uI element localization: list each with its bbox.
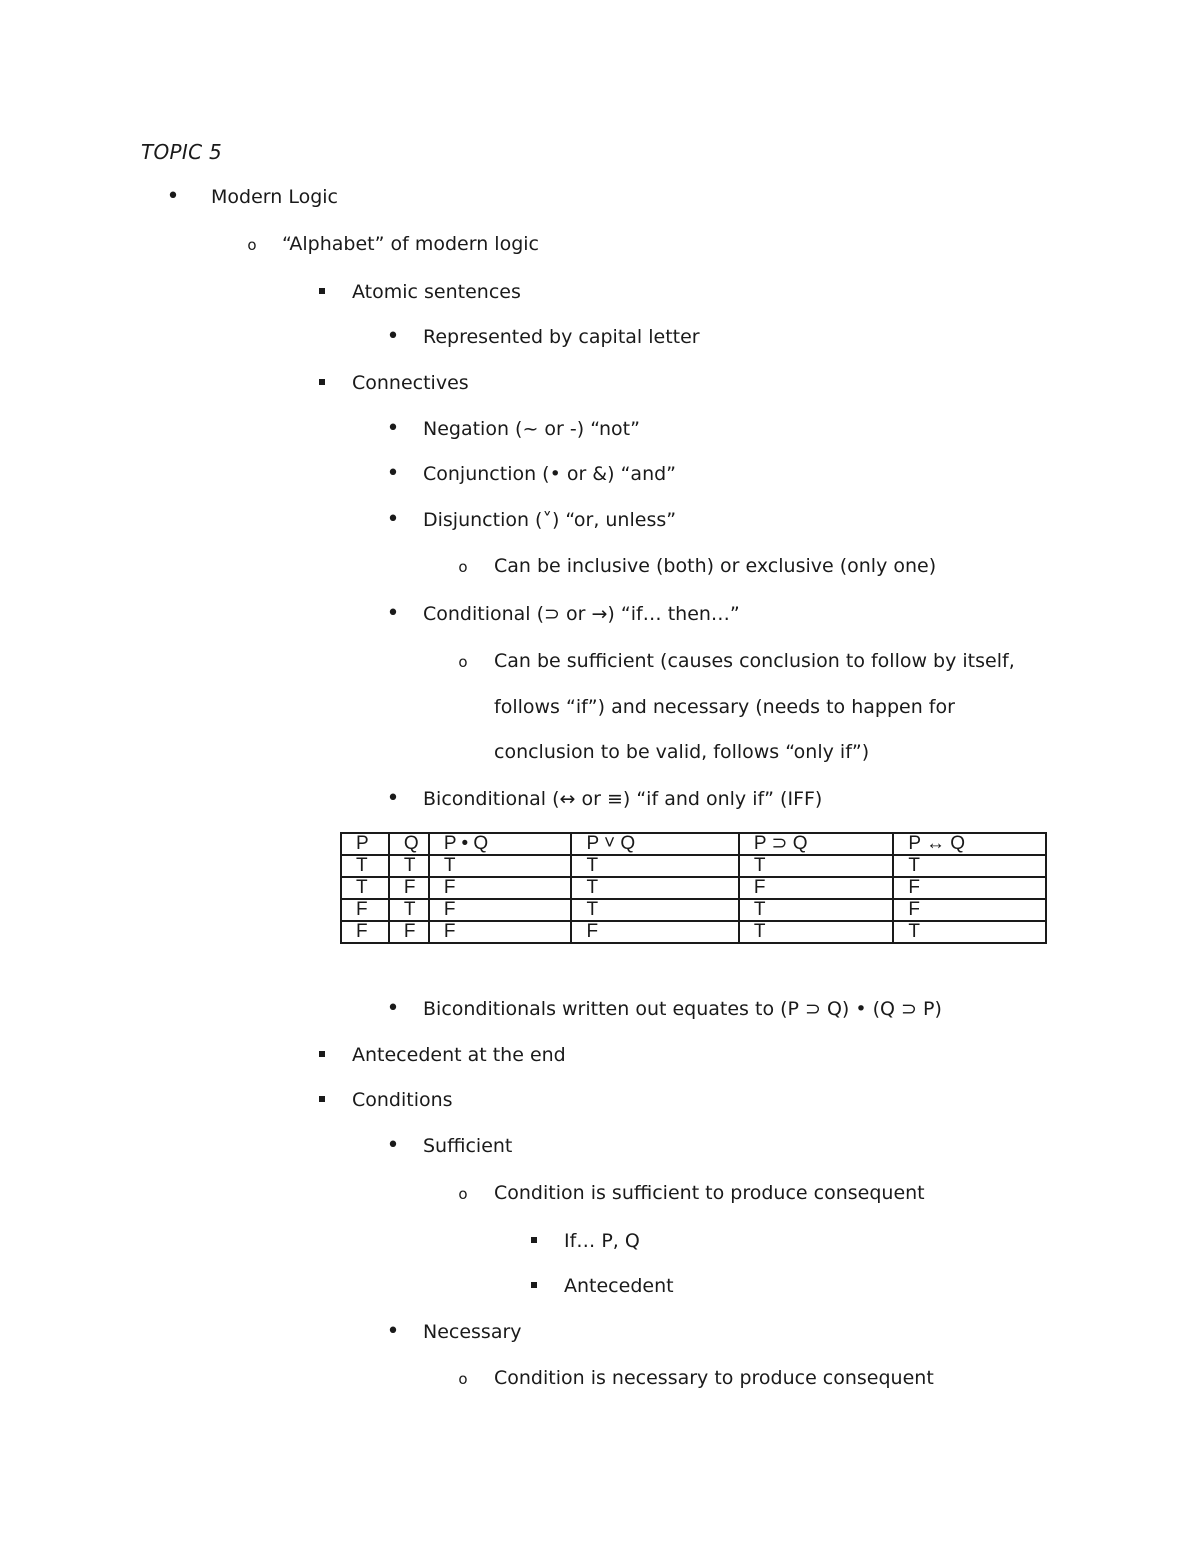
table-cell: T <box>341 855 389 877</box>
table-cell: T <box>571 899 738 921</box>
list-item: Biconditional (↔ or ≡) “if and only if” (IFF) <box>423 788 823 810</box>
table-cell: T <box>389 899 429 921</box>
list-item: Disjunction (˅) “or, unless” <box>423 509 677 531</box>
list-item: Necessary <box>423 1321 522 1343</box>
bullet-icon <box>383 997 403 1021</box>
table-cell: F <box>571 921 738 943</box>
list-item: Atomic sentences <box>352 281 521 303</box>
list-item: Conditional (⊃ or →) “if… then…” <box>423 603 740 625</box>
list-item: Condition is sufficient to produce consequent <box>494 1182 925 1204</box>
list-item: Conditions <box>352 1089 453 1111</box>
list-item: Condition is necessary to produce consequent <box>494 1367 934 1389</box>
table-cell: F <box>893 899 1046 921</box>
list-item: Modern Logic <box>211 186 338 208</box>
table-cell: T <box>571 877 738 899</box>
square-bullet-icon <box>312 1043 332 1067</box>
bullet-icon <box>383 1134 403 1158</box>
bullet-icon <box>383 602 403 626</box>
bullet-icon <box>383 508 403 532</box>
list-item: Represented by capital letter <box>423 326 700 348</box>
table-row <box>341 877 1046 899</box>
table-header-cell: P ⊃ Q <box>739 833 894 855</box>
list-item: Antecedent at the end <box>352 1044 566 1066</box>
bullet-icon <box>383 325 403 349</box>
table-cell: F <box>429 877 572 899</box>
square-bullet-icon <box>312 1088 332 1112</box>
list-item: Connectives <box>352 372 469 394</box>
bullet-icon <box>383 417 403 441</box>
circle-bullet-icon <box>242 232 262 257</box>
list-item: Negation (~ or -) “not” <box>423 418 640 440</box>
table-cell: T <box>893 921 1046 943</box>
square-bullet-icon <box>312 371 332 395</box>
table-cell: F <box>739 877 894 899</box>
table-row <box>341 921 1046 943</box>
table-cell: T <box>389 855 429 877</box>
square-bullet-icon <box>524 1274 544 1298</box>
list-item-continuation: follows “if”) and necessary (needs to happen for <box>494 696 955 718</box>
table-cell: T <box>429 855 572 877</box>
circle-bullet-icon <box>453 1366 473 1391</box>
table-cell: F <box>389 877 429 899</box>
truth-table <box>340 832 1047 944</box>
table-header-cell: P • Q <box>429 833 572 855</box>
table-header-cell: P ↔ Q <box>893 833 1046 855</box>
bullet-icon <box>383 462 403 486</box>
table-cell: F <box>341 899 389 921</box>
table-cell: F <box>429 899 572 921</box>
table-cell: T <box>739 899 894 921</box>
list-item: If… P, Q <box>564 1230 640 1252</box>
table-cell: T <box>571 855 738 877</box>
table-header-cell: Q <box>389 833 429 855</box>
table-row <box>341 855 1046 877</box>
square-bullet-icon <box>524 1229 544 1253</box>
bullet-icon <box>163 185 183 209</box>
list-item: Can be inclusive (both) or exclusive (only one) <box>494 555 937 577</box>
square-bullet-icon <box>312 280 332 304</box>
table-cell: T <box>341 877 389 899</box>
table-row <box>341 899 1046 921</box>
list-item-continuation: conclusion to be valid, follows “only if”) <box>494 741 870 763</box>
circle-bullet-icon <box>453 1181 473 1206</box>
table-cell: F <box>341 921 389 943</box>
list-item: “Alphabet” of modern logic <box>282 233 539 255</box>
table-cell: F <box>893 877 1046 899</box>
table-cell: F <box>429 921 572 943</box>
table-header-row <box>341 833 1046 855</box>
table-header-cell: P <box>341 833 389 855</box>
list-item: Biconditionals written out equates to (P ⊃ Q) • (Q ⊃ P) <box>423 998 942 1020</box>
circle-bullet-icon <box>453 649 473 674</box>
list-item: Antecedent <box>564 1275 674 1297</box>
table-cell: T <box>739 855 894 877</box>
list-item: Can be sufficient (causes conclusion to follow by itself, <box>494 650 1015 672</box>
table-header-cell: P ˅ Q <box>571 833 738 855</box>
table-cell: F <box>389 921 429 943</box>
bullet-icon <box>383 787 403 811</box>
page-title: TOPIC 5 <box>141 140 223 164</box>
list-item: Sufficient <box>423 1135 513 1157</box>
table-cell: T <box>893 855 1046 877</box>
list-item: Conjunction (• or &) “and” <box>423 463 677 485</box>
circle-bullet-icon <box>453 554 473 579</box>
bullet-icon <box>383 1320 403 1344</box>
table-cell: T <box>739 921 894 943</box>
